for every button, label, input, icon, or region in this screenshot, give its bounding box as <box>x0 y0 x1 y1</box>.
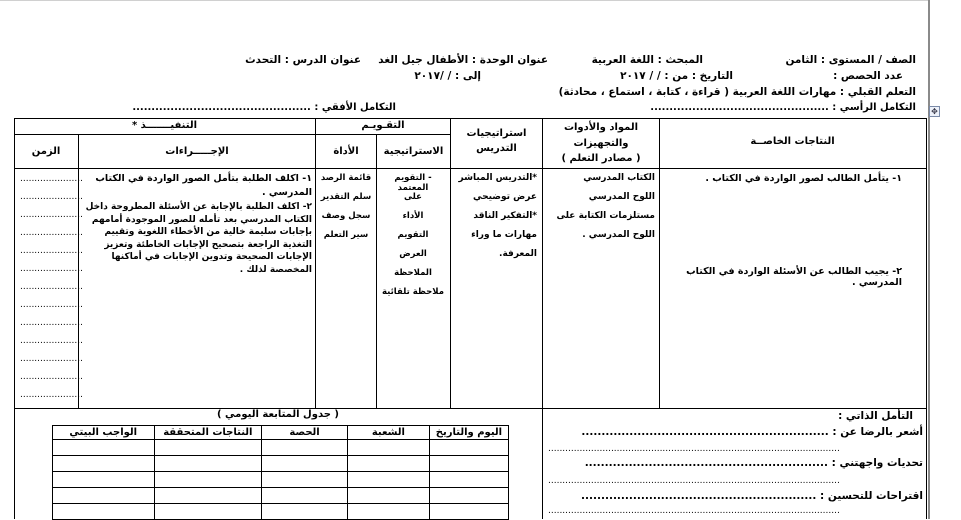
followup-cell[interactable] <box>154 472 262 488</box>
time-line[interactable]: ...................... <box>20 174 83 184</box>
time-line[interactable]: ...................... <box>20 390 83 400</box>
table-left-line <box>14 118 15 519</box>
outcome-2: ٢- يجيب الطالب عن الأسئلة الواردة في الكتاب المدرسي . <box>686 266 902 288</box>
reflection-dots[interactable]: ...................................................................................................... <box>548 444 840 454</box>
eval-tool-4: سير التعلم <box>323 230 369 240</box>
followup-cell[interactable] <box>347 456 429 472</box>
followup-table <box>52 425 509 520</box>
eval-strategy-2: على <box>404 192 422 202</box>
outcome-1: ١- يتأمل الطالب لصور الواردة في الكتاب . <box>705 173 902 184</box>
eval-tool-2: سلم التقدير <box>320 192 372 202</box>
followup-cell[interactable] <box>53 488 155 504</box>
horizontal-integration-label: التكامل الأفقي : ............................................... <box>132 102 396 113</box>
followup-cell[interactable] <box>347 440 429 456</box>
page-right-margin <box>928 0 930 519</box>
followup-col-outcomes: النتاجات المتحققة <box>154 426 262 440</box>
periods-label: عدد الحصص : <box>833 70 903 82</box>
strategy-4: مهارات ما وراء <box>471 230 537 240</box>
followup-cell[interactable] <box>429 488 508 504</box>
table-right-line <box>926 118 927 519</box>
followup-cell[interactable] <box>154 456 262 472</box>
subject-label: المبحث : اللغة العربية <box>591 54 703 66</box>
unit-label: عنوان الوحدة : الأطفال جيل الغد <box>378 54 548 66</box>
col-divider-evaluation <box>315 118 316 408</box>
followup-cell[interactable] <box>53 440 155 456</box>
header-eval-tool: الأداة <box>333 146 359 157</box>
material-3: مستلزمات الكتابة على <box>556 211 655 221</box>
date-to-label: إلى : / /٢٠١٧ <box>414 70 481 82</box>
followup-cell[interactable] <box>347 504 429 520</box>
eval-strategy-3: الأداء <box>402 211 424 221</box>
followup-cell[interactable] <box>429 504 508 520</box>
followup-cell[interactable] <box>429 456 508 472</box>
followup-cell[interactable] <box>262 504 348 520</box>
col-divider-outcomes <box>659 118 660 408</box>
reflection-title: التأمل الذاتي : <box>838 410 913 422</box>
eval-strategy-6: الملاحظة <box>394 268 432 278</box>
table-move-handle[interactable]: ✥ <box>929 106 940 117</box>
followup-cell[interactable] <box>53 504 155 520</box>
header-execution: التنفيـــــــذ * <box>131 120 198 131</box>
followup-cell[interactable] <box>53 456 155 472</box>
followup-cell[interactable] <box>262 472 348 488</box>
header-strategies-line2: التدريس <box>476 143 517 154</box>
date-from-label: التاريخ : من : / / ٢٠١٧ <box>620 70 733 82</box>
followup-cell[interactable] <box>429 440 508 456</box>
strategy-1: *التدريس المباشر <box>458 173 537 183</box>
time-line[interactable]: ...................... <box>20 192 83 202</box>
col-divider-strategies <box>450 118 451 408</box>
material-1: الكتاب المدرسي <box>583 173 655 183</box>
strategy-5: المعرفة. <box>499 249 537 259</box>
header-bottom-line <box>14 168 927 169</box>
material-4: اللوح المدرسي . <box>582 230 655 240</box>
time-line[interactable]: ...................... <box>20 354 83 364</box>
header-eval-strategy: الاستراتيجية <box>383 146 444 157</box>
time-line[interactable]: ...................... <box>20 246 83 256</box>
followup-cell[interactable] <box>262 440 348 456</box>
header-materials-line2: والتجهيزات <box>573 138 629 149</box>
header-time: الزمن <box>31 146 61 157</box>
followup-col-section: الشعبة <box>347 426 429 440</box>
followup-col-date: اليوم والتاريخ <box>429 426 508 440</box>
eval-strategy-7: ملاحظة تلقائية <box>381 287 445 297</box>
time-line[interactable]: ...................... <box>20 210 83 220</box>
header-procedures: الإجـــــراءات <box>165 146 229 157</box>
time-line[interactable]: ...................... <box>20 318 83 328</box>
subheader-line <box>14 134 450 135</box>
col-divider-eval-sub <box>376 134 377 408</box>
followup-col-period: الحصة <box>262 426 348 440</box>
reflection-dots[interactable]: ...................................................................................................... <box>548 506 840 516</box>
eval-strategy-4: التقويم <box>397 230 429 240</box>
grade-label: الصف / المستوى : الثامن <box>785 54 916 66</box>
page-top-edge <box>0 0 928 1</box>
table-top-line <box>14 118 927 119</box>
material-2: اللوح المدرسي <box>588 192 655 202</box>
followup-cell[interactable] <box>262 488 348 504</box>
followup-title: ( جدول المتابعة اليومي ) <box>217 409 339 420</box>
eval-strategy-5: العرض <box>399 249 427 259</box>
followup-cell[interactable] <box>347 472 429 488</box>
followup-cell[interactable] <box>154 504 262 520</box>
header-materials-line1: المواد والأدوات <box>563 122 639 133</box>
time-line[interactable]: ...................... <box>20 228 83 238</box>
procedure-1: ١- اكلف الطلبة بتأمل الصور الواردة في الكتاب المدرسي . <box>95 173 312 198</box>
header-materials-line3: ( مصادر التعلم ) <box>561 153 641 164</box>
reflection-dots[interactable]: ...................................................................................................... <box>548 476 840 486</box>
eval-tool-1: قائمة الرصد <box>320 173 372 183</box>
strategy-3: *التفكير الناقد <box>473 211 537 221</box>
followup-cell[interactable] <box>429 472 508 488</box>
vertical-integration-label: التكامل الرأسي : ............................................... <box>650 102 916 113</box>
time-line[interactable]: ...................... <box>20 300 83 310</box>
prior-learning-label: التعلم القبلي : مهارات اللغة العربية ( قراءة ، كتابة ، استماع ، محادثة) <box>558 86 916 98</box>
time-line[interactable]: ...................... <box>20 372 83 382</box>
header-outcomes: النتاجات الخاصــة <box>750 136 835 147</box>
followup-cell[interactable] <box>53 472 155 488</box>
reflection-suggestions: اقتراحات للتحسين : ........................................................... <box>581 490 923 502</box>
lesson-label: عنوان الدرس : التحدث <box>245 54 361 66</box>
eval-tool-3: سجل وصف <box>321 211 371 221</box>
time-line[interactable]: ...................... <box>20 282 83 292</box>
time-line[interactable]: ...................... <box>20 336 83 346</box>
followup-cell[interactable] <box>262 456 348 472</box>
reflection-satisfied: أشعر بالرضا عن : .............................................................. <box>581 426 923 438</box>
time-line[interactable]: ...................... <box>20 264 83 274</box>
followup-cell[interactable] <box>154 440 262 456</box>
eval-strategy-1: - التقويم المعتمد <box>394 173 432 193</box>
header-evaluation: التقـويـم <box>361 120 405 131</box>
procedure-2: ٢- اكلف الطلبة بالإجابة عن الأسئلة المطروحة داخل الكتاب المدرسي بعد تأمله للصور الموجودة أمامهم بإجابات سليمة خالية من الأخطاء اللغوية وتقييم التغذية الراجعة بتصحيح الإجابات الخاطئة وتعزيز الإجابات الصحيحة وتدوين الإجابات في أماكنها المخصصة لذلك . <box>85 202 312 275</box>
followup-cell[interactable] <box>347 488 429 504</box>
reflection-challenges: تحديات واجهتني : ............................................................. <box>584 457 923 469</box>
followup-cell[interactable] <box>154 488 262 504</box>
followup-col-homework: الواجب البيتي <box>53 426 155 440</box>
col-divider-materials <box>542 118 543 519</box>
strategy-2: عرض توضيحي <box>473 192 537 202</box>
header-strategies-line1: استراتيجيات <box>466 128 527 139</box>
